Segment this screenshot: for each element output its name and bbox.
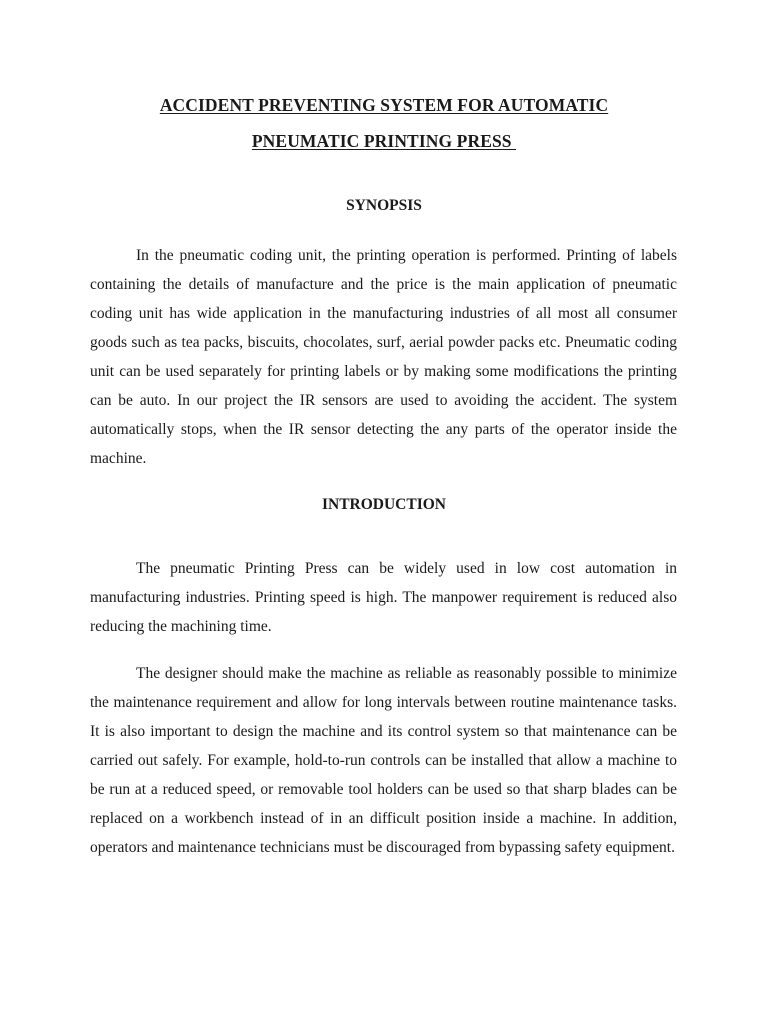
- introduction-paragraph-1: The pneumatic Printing Press can be widely used in low cost automation in manufacturing industries. Printing speed is high. The manpower requirement is reduced also reducing the machining time.: [90, 560, 677, 635]
- synopsis-heading: SYNOPSIS: [346, 197, 422, 214]
- document-title-line-2: PNEUMATIC PRINTING PRESS: [251, 131, 517, 151]
- document-title-line-1: ACCIDENT PREVENTING SYSTEM FOR AUTOMATIC: [159, 95, 609, 115]
- synopsis-paragraph: In the pneumatic coding unit, the printing operation is performed. Printing of labels containing the details of manufacture and the price is the main application of pneumatic coding unit has wide application in the manufacturing industries of all most all consumer goods such as tea packs, biscuits, chocolates, surf, aerial powder packs etc. Pneumatic coding unit can be used separately for printing labels or by making some modifications the printing can be auto. In our project the IR sensors are used to avoiding the accident. The system automatically stops, when the IR sensor detecting the any parts of the operator inside the machine.: [90, 247, 677, 467]
- introduction-paragraph-2: The designer should make the machine as reliable as reasonably possible to minimize the maintenance requirement and allow for long intervals between routine maintenance tasks. It is also important to design the machine and its control system so that maintenance can be carried out safely. For example, hold-to-run controls can be installed that allow a machine to be run at a reduced speed, or removable tool holders can be used so that sharp blades can be replaced on a workbench instead of in an difficult position inside a machine. In addition, operators and maintenance technicians must be discouraged from bypassing safety equipment.: [90, 665, 677, 856]
- introduction-heading: INTRODUCTION: [321, 496, 446, 513]
